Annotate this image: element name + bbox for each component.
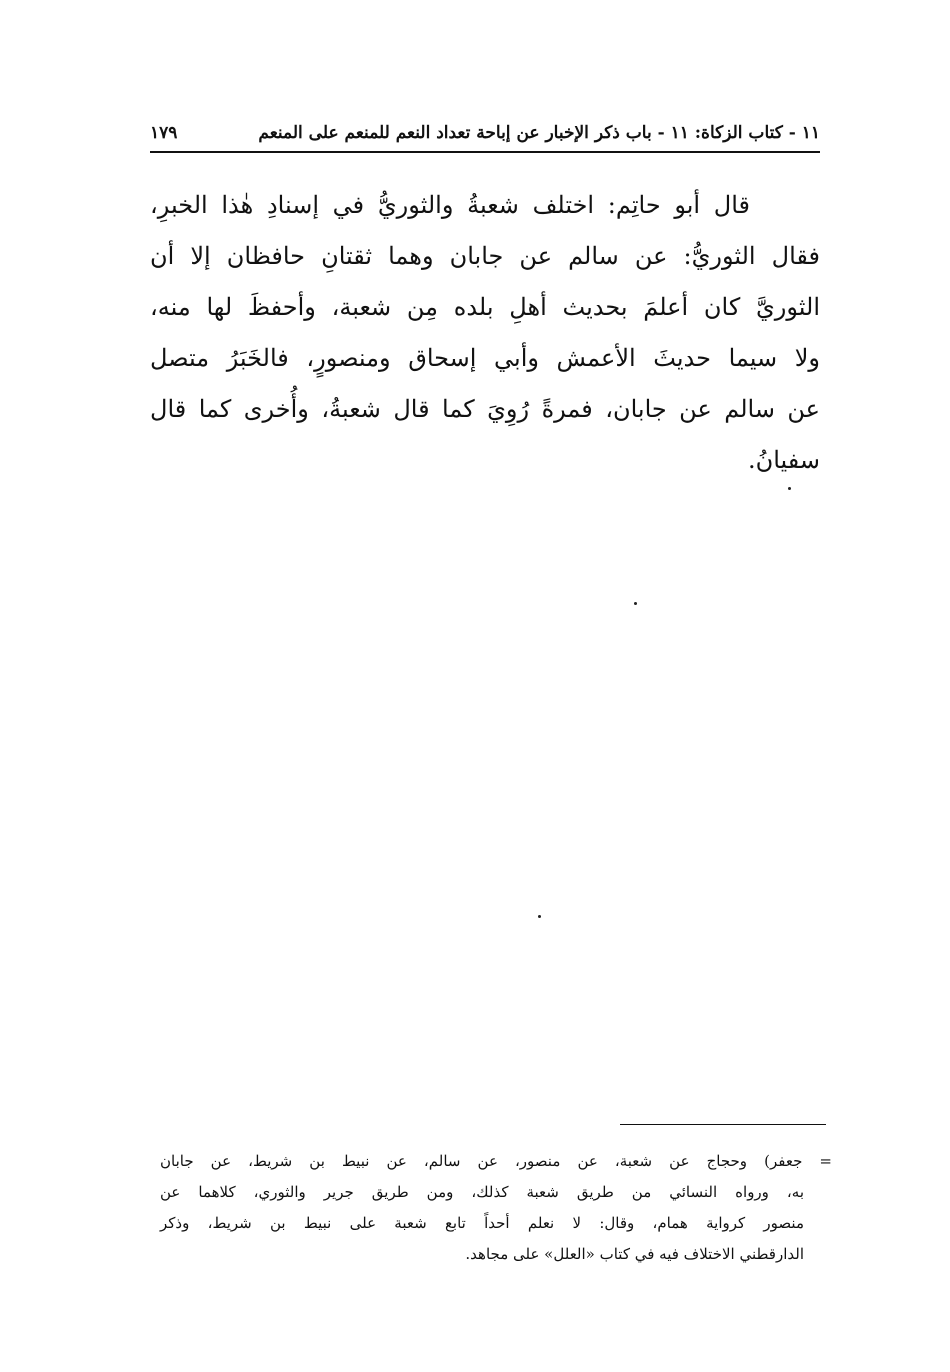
scan-speck bbox=[788, 487, 791, 490]
header-title: ١١ - كتاب الزكاة: ١١ - باب ذكر الإخبار عن إباحة تعداد النعم للمنعم على المنعم bbox=[258, 123, 820, 143]
footnote-line: به، ورواه النسائي من طريق شعبة كذلك، ومن طريق جرير والثوري، كلاهما عن bbox=[160, 1183, 804, 1201]
footnote-line: الدارقطني الاختلاف فيه في كتاب «العلل» على مجاهد. bbox=[465, 1245, 804, 1263]
footnote bbox=[160, 1146, 832, 1270]
body-line: ولا سيما حديثَ الأعمش وأبي إسحاق ومنصورٍ، فالخَبَرُ متصل bbox=[150, 344, 820, 372]
main-text bbox=[150, 180, 820, 486]
body-line: الثوريَّ كان أعلمَ بحديث أهلِ بلده مِن شعبة، وأحفظَ لها منه، bbox=[150, 293, 820, 321]
footnote-line: منصور كرواية همام، وقال: لا نعلم أحداً تابع شعبة على نبيط بن شريط، وذكر bbox=[160, 1214, 804, 1232]
body-line: عن سالم عن جابان، فمرةً رُوِيَ كما قال شعبةُ، وأُخرى كما قال bbox=[150, 395, 821, 423]
page-number: ١٧٩ bbox=[150, 123, 178, 143]
footnote-rule bbox=[620, 1124, 826, 1125]
body-line: سفيانُ. bbox=[747, 446, 820, 474]
scan-speck bbox=[538, 915, 541, 918]
scan-speck bbox=[634, 602, 637, 605]
running-header bbox=[150, 116, 820, 150]
footnote-line: = جعفر) وحجاج عن شعبة، عن منصور، عن سالم، عن نبيط بن شريط، عن جابان bbox=[160, 1152, 832, 1170]
body-line: فقال الثوريُّ: عن سالم عن جابان وهما ثقتانِ حافظان إلا أن bbox=[150, 242, 820, 270]
header-rule bbox=[150, 151, 820, 153]
body-line: قال أبو حاتِم: اختلف شعبةُ والثوريُّ في إسنادِ هٰذا الخبرِ، bbox=[150, 191, 750, 219]
